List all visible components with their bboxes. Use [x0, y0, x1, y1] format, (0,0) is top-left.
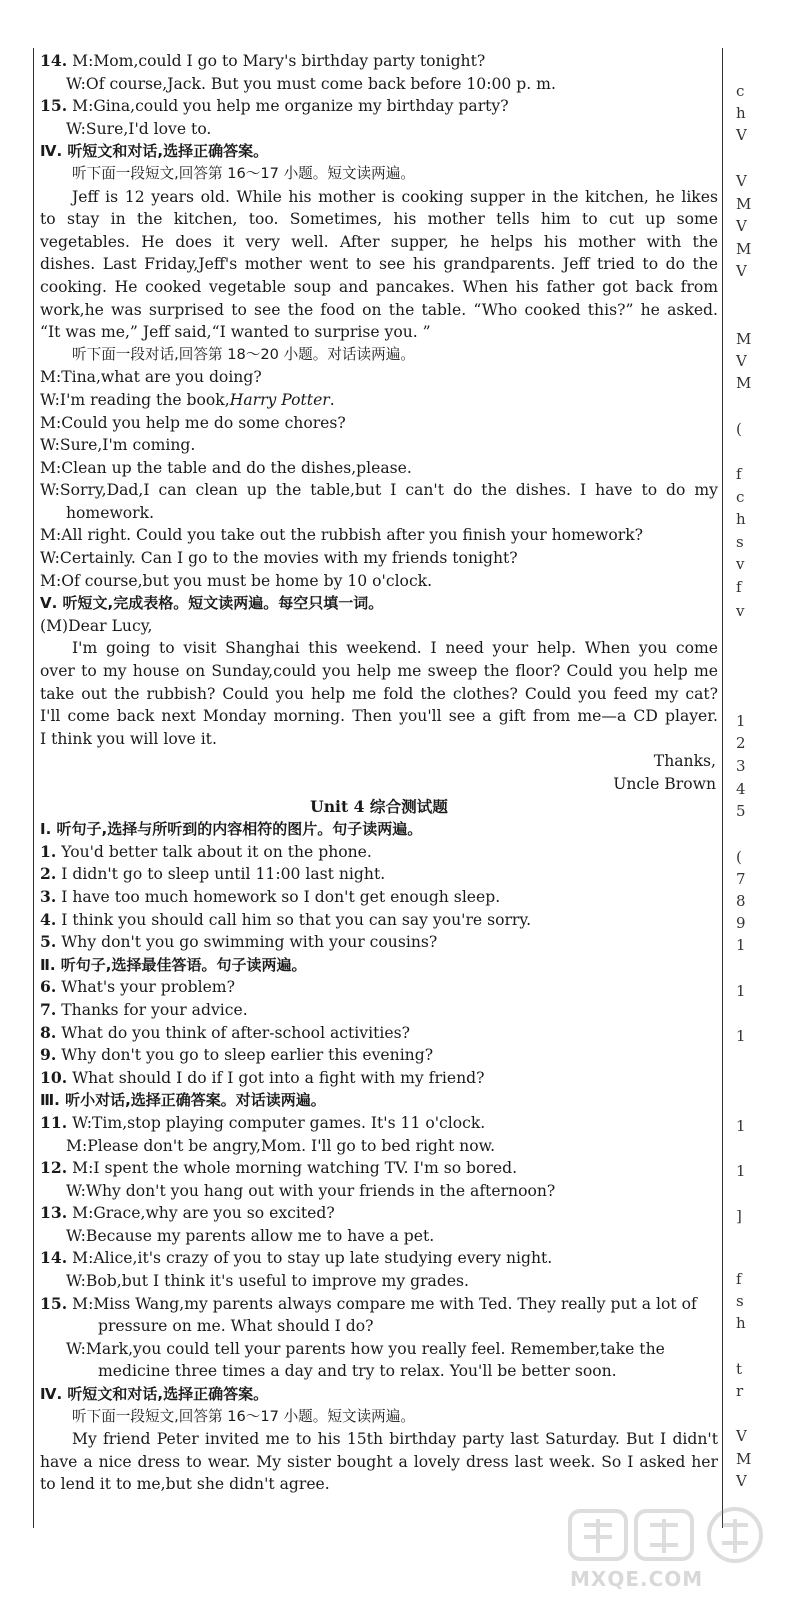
question-number: 6.: [40, 977, 57, 997]
passage-line: Jeff is 12 years old. While his mother is cooking supper in the kitchen, he likes: [72, 187, 718, 206]
dialog-line: M:Miss Wang,my parents always compare me with Ted. They really put a lot of: [72, 1294, 697, 1313]
cropped-glyph: V: [736, 172, 747, 190]
question-number: 5.: [40, 932, 57, 952]
passage-line: “It was me,” Jeff said,“I wanted to surprise you. ”: [40, 323, 431, 342]
letter-line: I'm going to visit Shanghai this weekend. I need your help. When you come: [72, 639, 718, 658]
dialog-line: W:Sure,I'm coming.: [40, 436, 196, 455]
dialog-line: medicine three times a day and try to relax. You'll be better soon.: [98, 1362, 617, 1381]
question-text: I have too much homework so I don't get enough sleep.: [61, 887, 501, 906]
book-title: Harry Potter: [229, 390, 330, 409]
cropped-glyph: v: [736, 602, 745, 620]
main-column: [40, 50, 718, 1496]
question-text: Why don't you go swimming with your cousins?: [61, 933, 438, 952]
question-item: [40, 976, 718, 999]
dialog-line: M:Gina,could you help me organize my birthday party?: [72, 97, 509, 116]
cropped-glyph: v: [736, 555, 745, 573]
dialog-line: W:Sure,I'd love to.: [66, 119, 212, 138]
dialog-line: M:Grace,why are you so excited?: [72, 1204, 335, 1223]
passage-line: work,he was surprised to see the food on the table. “Who cooked this?” he asked.: [40, 300, 718, 319]
cropped-glyph: r: [736, 1382, 744, 1400]
cropped-glyph: V: [736, 126, 747, 144]
dialog-line: M:Mom,could I go to Mary's birthday party tonight?: [72, 52, 486, 70]
question-item: [40, 841, 718, 864]
cropped-glyph: s: [736, 533, 744, 551]
question-item: [40, 931, 718, 954]
dialog-line: pressure on me. What should I do?: [98, 1317, 374, 1336]
question-text: Thanks for your advice.: [61, 1000, 248, 1019]
cropped-glyph: t: [736, 1360, 743, 1378]
dialog-line: M:All right. Could you take out the rubbish after you finish your homework?: [40, 526, 644, 545]
question-15: [40, 95, 718, 118]
question-number: 11.: [40, 1112, 68, 1132]
dialog-line: W:Because my parents allow me to have a pet.: [66, 1226, 435, 1245]
cropped-glyph: 7: [736, 870, 746, 888]
passage-line: dishes. Last Friday,Jeff's mother went to see his grandparents. Jeff tried to do the: [40, 255, 718, 274]
cropped-glyph: f: [736, 465, 742, 483]
cropped-glyph: V: [736, 1472, 747, 1490]
dialog-line: W:Certainly. Can I go to the movies with my friends tonight?: [40, 549, 518, 568]
question-number: 12.: [40, 1158, 68, 1178]
cropped-glyph: 3: [736, 757, 746, 775]
section-heading: Ⅳ. 听短文和对话,选择正确答案。: [40, 142, 269, 161]
question-text: What should I do if I got into a fight with my friend?: [72, 1068, 485, 1087]
letter-body: [40, 637, 718, 750]
question-number: 4.: [40, 909, 57, 929]
unit-title: Unit 4 综合测试题: [310, 796, 448, 816]
dialog-line: W:Sorry,Dad,I can clean up the table,but I can't do the dishes. I have to do my: [40, 481, 718, 500]
cropped-glyph: h: [736, 1314, 746, 1332]
dialog-line: M:I spent the whole morning watching TV. I'm so bored.: [72, 1159, 518, 1178]
question-number: 8.: [40, 1022, 57, 1042]
letter-line: take out the rubbish? Could you help me fold the clothes? Could you feed my cat?: [40, 684, 718, 703]
question-number: 10.: [40, 1067, 68, 1087]
watermark-emblem-icon: [560, 1505, 780, 1575]
cropped-glyph: f: [736, 578, 742, 596]
cropped-glyph: ]: [736, 1207, 742, 1225]
cropped-glyph: h: [736, 104, 746, 122]
cropped-glyph: V: [736, 217, 747, 235]
cropped-glyph: 1: [736, 1117, 746, 1135]
cropped-glyph: 1: [736, 982, 746, 1000]
watermark-text: MXQE.COM: [570, 1567, 704, 1591]
dialog-line: [40, 389, 718, 412]
dialog-text: W:I'm reading the book,: [40, 390, 230, 409]
cropped-glyph: V: [736, 262, 747, 280]
passage-line: cooking. He cooked vegetable soup and pancakes. When his father got back from: [40, 277, 718, 296]
question-item: [40, 1067, 718, 1090]
cropped-glyph: (: [736, 848, 742, 866]
question-text: What's your problem?: [61, 978, 235, 997]
question-12: [40, 1157, 718, 1180]
question-text: You'd better talk about it on the phone.: [61, 842, 372, 861]
cropped-glyph: V: [736, 1427, 747, 1445]
cropped-glyph: 4: [736, 780, 746, 798]
cropped-glyph: f: [736, 1270, 742, 1288]
dialog-line: M:Please don't be angry,Mom. I'll go to bed right now.: [66, 1136, 496, 1155]
cropped-glyph: M: [736, 374, 752, 392]
cropped-glyph: V: [736, 352, 747, 370]
site-watermark-logo: [560, 1505, 780, 1595]
passage-line: to lend it to me,but she didn't agree.: [40, 1475, 330, 1494]
section-heading: Ⅲ. 听小对话,选择正确答案。对话读两遍。: [40, 1091, 326, 1110]
letter-line: over to my house on Sunday,could you help me sweep the floor? Could you help me: [40, 662, 718, 681]
cropped-glyph: 1: [736, 712, 746, 730]
cropped-glyph: 2: [736, 734, 746, 752]
question-item: [40, 1044, 718, 1067]
cropped-glyph: c: [736, 82, 745, 100]
question-13: [40, 1202, 718, 1225]
question-text: I think you should call him so that you can say you're sorry.: [61, 910, 532, 929]
cropped-glyph: h: [736, 510, 746, 528]
dialog-line: M:Alice,it's crazy of you to stay up late studying every night.: [72, 1249, 553, 1268]
section-heading: Ⅰ. 听句子,选择与所听到的内容相符的图片。句子读两遍。: [40, 820, 423, 839]
question-number: 7.: [40, 999, 57, 1019]
cropped-glyph: M: [736, 1450, 752, 1468]
dialog-line: M:Could you help me do some chores?: [40, 413, 346, 432]
cropped-glyph: M: [736, 330, 752, 348]
dialog-line: W:Bob,but I think it's useful to improve my grades.: [66, 1272, 470, 1291]
question-number: 1.: [40, 841, 57, 861]
cropped-glyph: 5: [736, 802, 746, 820]
question-text: What do you think of after-school activities?: [61, 1023, 410, 1042]
letter-closing: Thanks,: [653, 752, 716, 771]
section-heading: Ⅱ. 听句子,选择最佳答语。句子读两遍。: [40, 955, 307, 974]
dialog-line: M:Clean up the table and do the dishes,please.: [40, 458, 412, 477]
question-text: Why don't you go to sleep earlier this evening?: [61, 1046, 434, 1065]
cropped-glyph: M: [736, 240, 752, 258]
passage-line: vegetables. He does it very well. After supper, he helps his mother with the: [40, 232, 718, 251]
passage-line: have a nice dress to wear. My sister bought a lovely dress last week. So I asked her: [40, 1452, 718, 1471]
cropped-glyph: s: [736, 1292, 744, 1310]
question-number: 15.: [40, 96, 68, 116]
cropped-glyph: 1: [736, 936, 746, 954]
cropped-glyph: M: [736, 195, 752, 213]
question-number: 14.: [40, 1248, 68, 1268]
passage-jeff: [40, 186, 718, 344]
question-item: [40, 999, 718, 1022]
dialog-tina: [40, 366, 718, 592]
letter-signature: Uncle Brown: [613, 775, 716, 793]
dialog-line: W:Tim,stop playing computer games. It's 11 o'clock.: [72, 1113, 486, 1132]
question-number: 2.: [40, 864, 57, 884]
section-heading: Ⅳ. 听短文和对话,选择正确答案。: [40, 1385, 269, 1404]
cropped-glyph: 8: [736, 892, 746, 910]
section-instruction: 听下面一段对话,回答第 18～20 小题。对话读两遍。: [72, 345, 415, 363]
section-heading: Ⅴ. 听短文,完成表格。短文读两遍。每空只填一词。: [40, 594, 384, 613]
section-instruction: 听下面一段短文,回答第 16～17 小题。短文读两遍。: [72, 164, 415, 182]
passage-line: to stay in the kitchen, too. Sometimes, his mother tells him to cut up some: [40, 210, 718, 229]
question-item: [40, 886, 718, 909]
cropped-glyph: c: [736, 488, 745, 506]
dialog-line: W:Mark,you could tell your parents how you really feel. Remember,take the: [66, 1339, 665, 1358]
dialog-line: M:Tina,what are you doing?: [40, 368, 262, 387]
cropped-glyph: 1: [736, 1027, 746, 1045]
question-number: 9.: [40, 1045, 57, 1065]
dialog-line: W:Of course,Jack. But you must come back before 10:00 p. m.: [66, 74, 556, 93]
question-text: I didn't go to sleep until 11:00 last night.: [61, 865, 386, 884]
question-number: 13.: [40, 1203, 68, 1223]
question-number: 15.: [40, 1293, 68, 1313]
section-instruction: 听下面一段短文,回答第 16～17 小题。短文读两遍。: [72, 1407, 415, 1425]
question-11: [40, 1112, 718, 1135]
letter-line: I'll come back next Monday morning. Then you'll see a gift from me—a CD player.: [40, 707, 718, 726]
question-item: [40, 1022, 718, 1045]
dialog-line: homework.: [66, 503, 155, 522]
question-number: 3.: [40, 886, 57, 906]
question-14: [40, 50, 718, 73]
left-border-rule: [33, 48, 34, 1528]
question-number: 14.: [40, 51, 68, 70]
dialog-text: .: [329, 390, 335, 409]
cropped-glyph: (: [736, 420, 742, 438]
passage-line: My friend Peter invited me to his 15th birthday party last Saturday. But I didn't: [72, 1430, 718, 1449]
question-14: [40, 1247, 718, 1270]
cropped-glyph: 9: [736, 914, 746, 932]
question-item: [40, 909, 718, 932]
question-item: [40, 863, 718, 886]
letter-greeting: (M)Dear Lucy,: [40, 616, 153, 635]
question-15: [40, 1293, 718, 1316]
column-divider-rule: [722, 48, 723, 1528]
cropped-glyph: 1: [736, 1162, 746, 1180]
letter-line: I think you will love it.: [40, 729, 217, 748]
dialog-line: M:Of course,but you must be home by 10 o'clock.: [40, 571, 433, 590]
dialog-line: W:Why don't you hang out with your friends in the afternoon?: [66, 1181, 556, 1200]
